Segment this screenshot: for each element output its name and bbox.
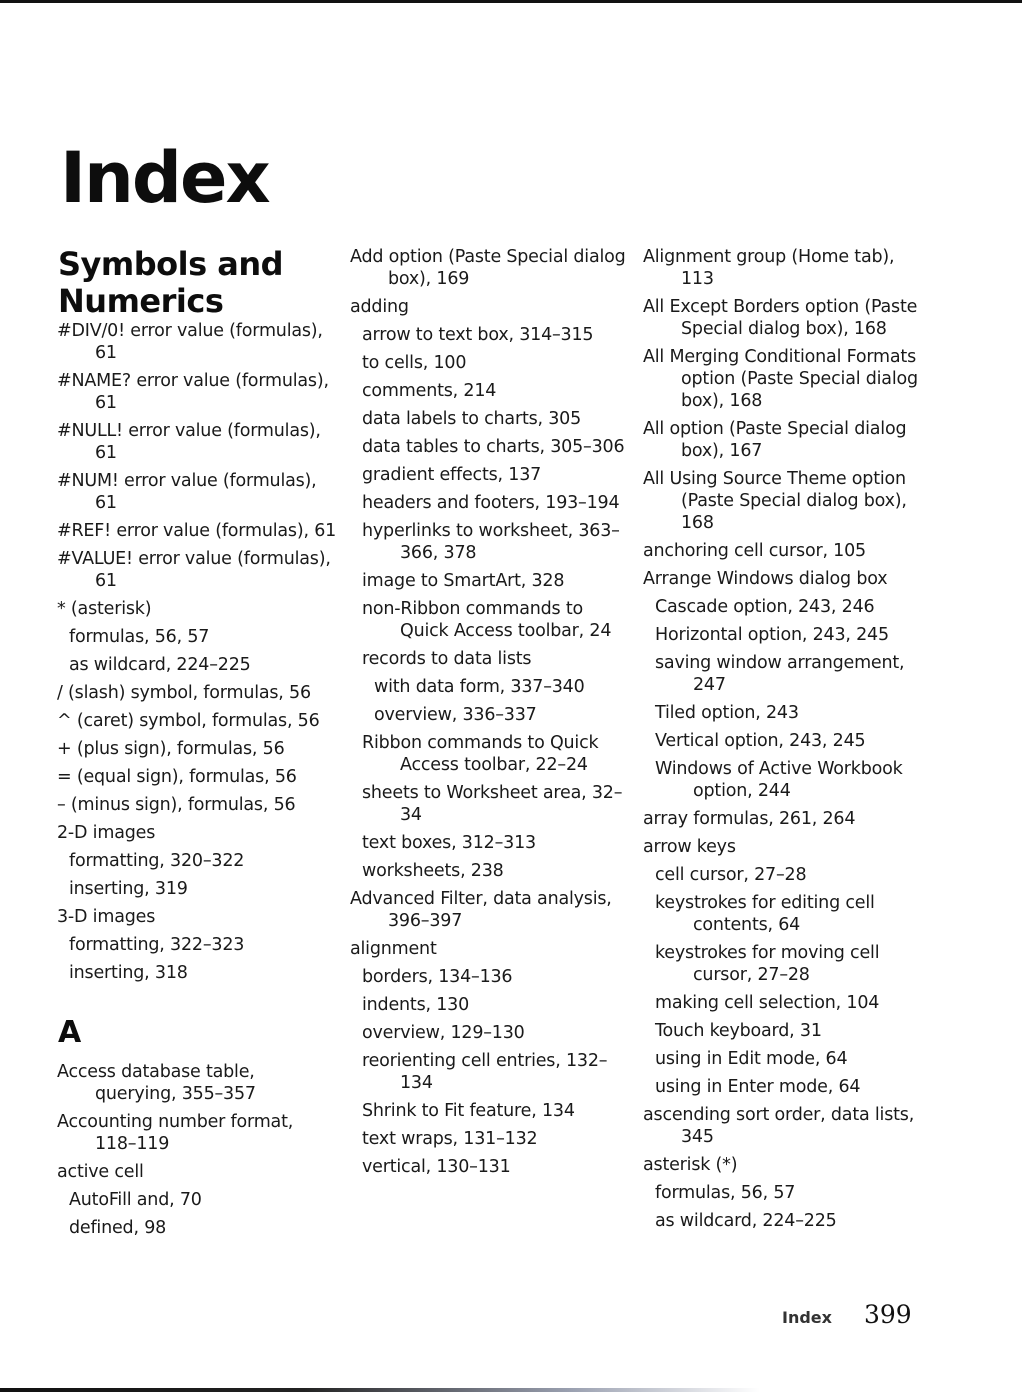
index-subentry: inserting, 318 <box>69 963 188 983</box>
page-footer <box>782 1300 912 1329</box>
index-subentry: keystrokes for moving cell cursor, 27–28 <box>655 943 880 985</box>
index-entry: arrow keys <box>643 837 736 857</box>
scan-edge-top <box>0 0 1022 3</box>
index-entry: Add option (Paste Special dialog box), 169 <box>350 247 626 289</box>
index-subentry: headers and footers, 193–194 <box>362 493 620 513</box>
index-entry: alignment <box>350 939 437 959</box>
index-subentry: non-Ribbon commands to Quick Access toolbar, 24 <box>362 599 612 641</box>
index-entry: All option (Paste Special dialog box), 167 <box>643 419 907 461</box>
index-entry: All Merging Conditional Formats option (Paste Special dialog box), 168 <box>643 347 918 411</box>
index-subentry: with data form, 337–340 <box>374 677 585 697</box>
index-subentry: data labels to charts, 305 <box>362 409 582 429</box>
index-subentry: sheets to Worksheet area, 32–34 <box>362 783 623 825</box>
index-subentry: comments, 214 <box>362 381 497 401</box>
index-entry: #NAME? error value (formulas), 61 <box>57 371 329 413</box>
index-subentry: gradient effects, 137 <box>362 465 542 485</box>
section-heading: A <box>58 1015 81 1050</box>
index-entry: All Using Source Theme option (Paste Special dialog box), 168 <box>643 469 907 533</box>
index-entry: 3-D images <box>57 907 156 927</box>
index-subentry: formulas, 56, 57 <box>69 627 210 647</box>
index-subentry: indents, 130 <box>362 995 470 1015</box>
index-entry: anchoring cell cursor, 105 <box>643 541 866 561</box>
scan-edge-bottom <box>0 1388 760 1392</box>
index-subentry: hyperlinks to worksheet, 363–366, 378 <box>362 521 620 563</box>
index-entry: asterisk (*) <box>643 1155 738 1175</box>
index-subentry: Vertical option, 243, 245 <box>655 731 866 751</box>
index-subentry: Ribbon commands to Quick Access toolbar, 22–24 <box>362 733 599 775</box>
index-entry: #VALUE! error value (formulas), 61 <box>57 549 331 591</box>
section-heading: Symbols and Numerics <box>58 245 284 320</box>
page-title: Index <box>60 136 269 219</box>
index-column-2 <box>350 246 630 1184</box>
index-entry: = (equal sign), formulas, 56 <box>57 767 297 787</box>
index-entry: ascending sort order, data lists, 345 <box>643 1105 915 1147</box>
index-entry: ^ (caret) symbol, formulas, 56 <box>57 711 320 731</box>
index-subentry: using in Enter mode, 64 <box>655 1077 861 1097</box>
index-subentry: reorienting cell entries, 132–134 <box>362 1051 608 1093</box>
index-subentry: arrow to text box, 314–315 <box>362 325 594 345</box>
index-subentry: using in Edit mode, 64 <box>655 1049 848 1069</box>
index-subentry: Shrink to Fit feature, 134 <box>362 1101 575 1121</box>
index-entry: array formulas, 261, 264 <box>643 809 856 829</box>
index-subentry: overview, 129–130 <box>362 1023 525 1043</box>
index-entry: #REF! error value (formulas), 61 <box>57 521 337 541</box>
index-subentry: making cell selection, 104 <box>655 993 880 1013</box>
index-entry: #DIV/0! error value (formulas), 61 <box>57 321 323 363</box>
index-subentry: formulas, 56, 57 <box>655 1183 796 1203</box>
index-subentry: cell cursor, 27–28 <box>655 865 807 885</box>
index-subentry: image to SmartArt, 328 <box>362 571 565 591</box>
index-subentry: Tiled option, 243 <box>655 703 799 723</box>
index-subentry: AutoFill and, 70 <box>69 1190 202 1210</box>
index-entry: * (asterisk) <box>57 599 152 619</box>
index-subentry: keystrokes for editing cell contents, 64 <box>655 893 875 935</box>
index-subentry: Touch keyboard, 31 <box>655 1021 822 1041</box>
index-subentry: data tables to charts, 305–306 <box>362 437 625 457</box>
index-subentry: Cascade option, 243, 246 <box>655 597 875 617</box>
index-subentry: Windows of Active Workbook option, 244 <box>655 759 903 801</box>
index-entry: / (slash) symbol, formulas, 56 <box>57 683 311 703</box>
index-entry: – (minus sign), formulas, 56 <box>57 795 296 815</box>
page-number: 399 <box>863 1300 912 1329</box>
index-entry: + (plus sign), formulas, 56 <box>57 739 285 759</box>
index-subentry: worksheets, 238 <box>362 861 504 881</box>
index-subentry: as wildcard, 224–225 <box>655 1211 837 1231</box>
index-subentry: defined, 98 <box>69 1218 167 1238</box>
index-column-1 <box>57 246 337 1245</box>
index-subentry: to cells, 100 <box>362 353 467 373</box>
index-subentry: borders, 134–136 <box>362 967 513 987</box>
index-entry: #NULL! error value (formulas), 61 <box>57 421 321 463</box>
index-entry: Access database table, querying, 355–357 <box>57 1062 256 1104</box>
index-entry: active cell <box>57 1162 144 1182</box>
index-subentry: overview, 336–337 <box>374 705 537 725</box>
index-subentry: text boxes, 312–313 <box>362 833 536 853</box>
index-entry: adding <box>350 297 409 317</box>
index-subentry: Horizontal option, 243, 245 <box>655 625 889 645</box>
index-entry: Arrange Windows dialog box <box>643 569 888 589</box>
index-subentry: text wraps, 131–132 <box>362 1129 538 1149</box>
index-subentry: vertical, 130–131 <box>362 1157 511 1177</box>
index-entry: 2-D images <box>57 823 156 843</box>
index-entry: Alignment group (Home tab), 113 <box>643 247 895 289</box>
index-entry: Advanced Filter, data analysis, 396–397 <box>350 889 612 931</box>
running-footer-label: Index <box>782 1308 832 1327</box>
index-subentry: as wildcard, 224–225 <box>69 655 251 675</box>
index-entry: All Except Borders option (Paste Special dialog box), 168 <box>643 297 918 339</box>
index-subentry: records to data lists <box>362 649 532 669</box>
index-subentry: formatting, 320–322 <box>69 851 245 871</box>
index-entry: Accounting number format, 118–119 <box>57 1112 294 1154</box>
index-entry: #NUM! error value (formulas), 61 <box>57 471 317 513</box>
index-subentry: inserting, 319 <box>69 879 188 899</box>
index-subentry: formatting, 322–323 <box>69 935 245 955</box>
index-column-3 <box>643 246 923 1238</box>
index-subentry: saving window arrangement, 247 <box>655 653 905 695</box>
